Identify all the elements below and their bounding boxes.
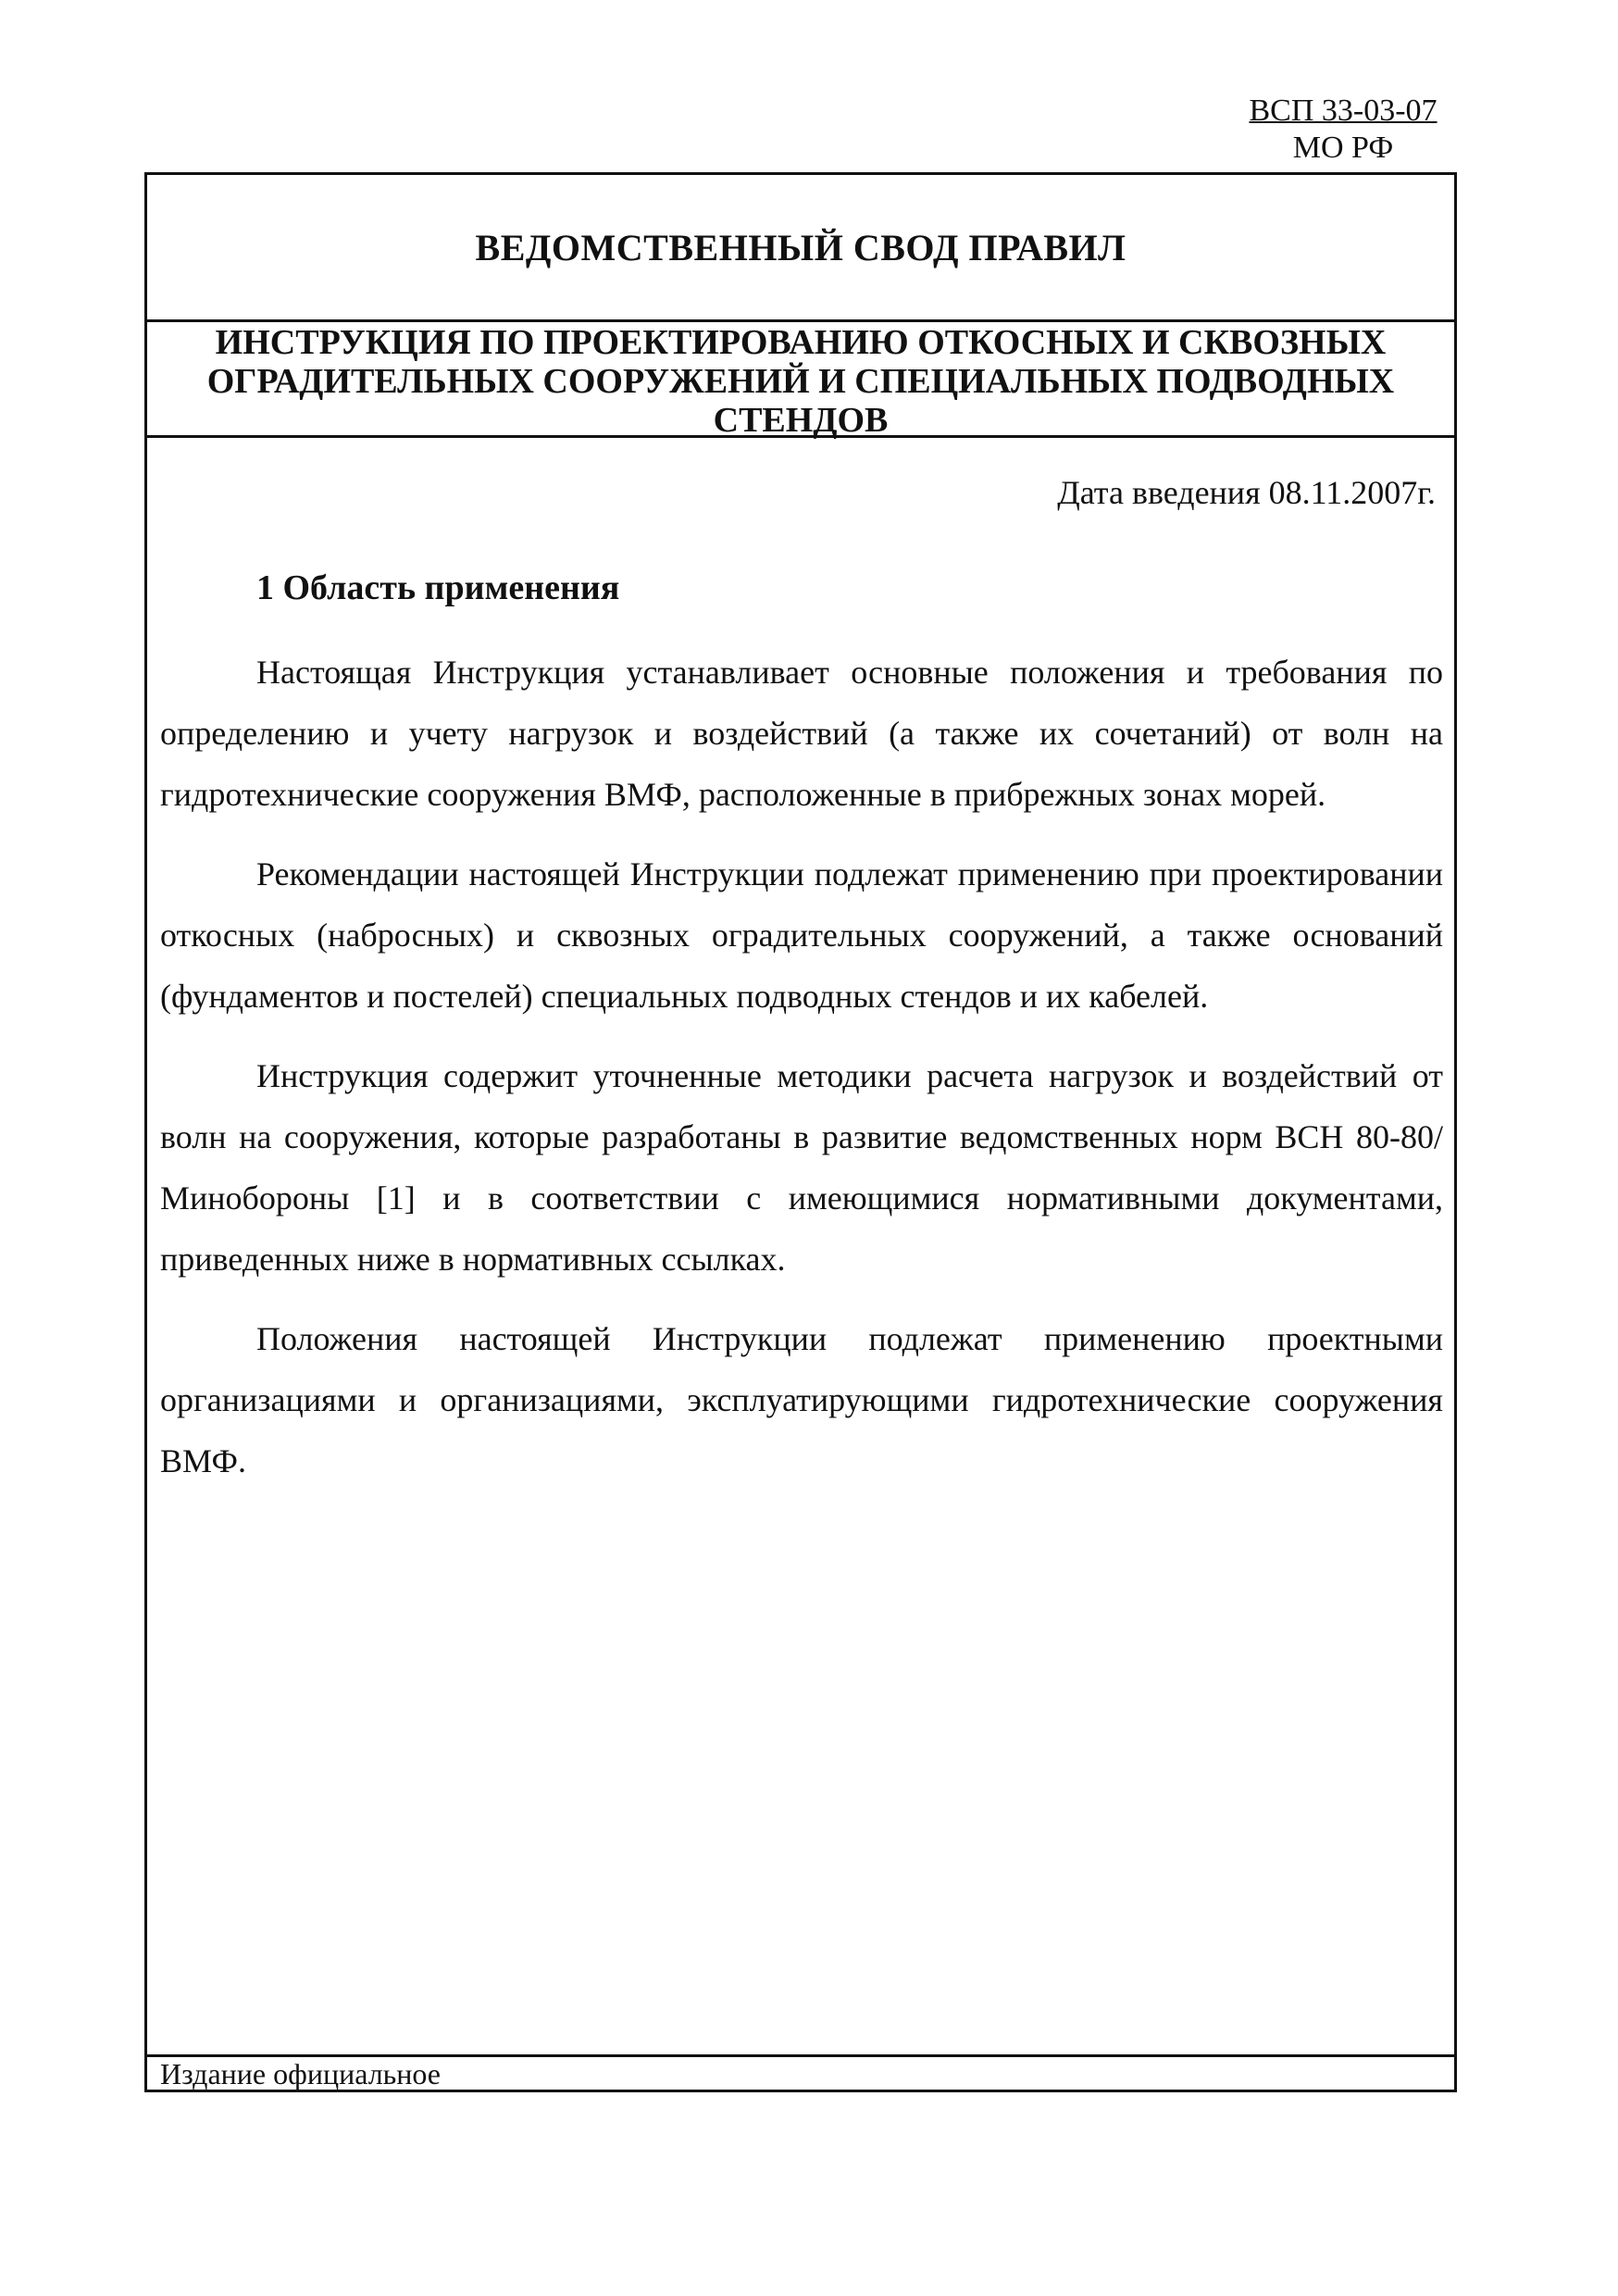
paragraph: Настоящая Инструкция устанавливает основные положения и требования по определению и учету нагрузок и воздействий (а также их сочетаний) от волн на гидротехнические сооружения ВМФ, расположенные в прибрежных зонах морей. (160, 654, 1443, 813)
paragraph: Рекомендации настоящей Инструкции подлежат применению при проектировании откосных (набросных) и сквозных оградительных сооружений, а также оснований (фундаментов и постелей) специальных подводных стендов и их кабелей. (160, 855, 1443, 1015)
introduction-date: Дата введения 08.11.2007г. (1057, 474, 1436, 511)
document-code-block (1240, 93, 1446, 167)
ministry-label: МО РФ (1292, 131, 1394, 165)
document-type-heading: ВЕДОМСТВЕННЫЙ СВОД ПРАВИЛ (147, 175, 1454, 322)
official-edition-label: Издание официальное (147, 2054, 1454, 2090)
document-frame (144, 172, 1457, 2092)
section-heading: 1 Область применения (256, 568, 620, 607)
paragraph: Положения настоящей Инструкции подлежат применению проектными организациями и организациями, эксплуатирующими гидротехнические сооружения ВМФ. (160, 1320, 1443, 1479)
title-line: СТЕНДОВ (713, 401, 889, 440)
section-body (160, 642, 1443, 1510)
document-code: ВСП 33-03-07 (1249, 94, 1438, 128)
paragraph: Инструкция содержит уточненные методики расчета нагрузок и воздействий от волн на сооружения, которые разработаны в развитие ведомственных норм ВСН 80-80/Минобороны [1] и в соответствии с имеющимися нормативными документами, приведенных ниже в нормативных ссылках. (160, 1057, 1443, 1278)
title-line: ИНСТРУКЦИЯ ПО ПРОЕКТИРОВАНИЮ ОТКОСНЫХ И СКВОЗНЫХ (215, 323, 1387, 362)
title-line: ОГРАДИТЕЛЬНЫХ СООРУЖЕНИЙ И СПЕЦИАЛЬНЫХ ПОДВОДНЫХ (206, 362, 1395, 401)
document-title (147, 319, 1454, 438)
